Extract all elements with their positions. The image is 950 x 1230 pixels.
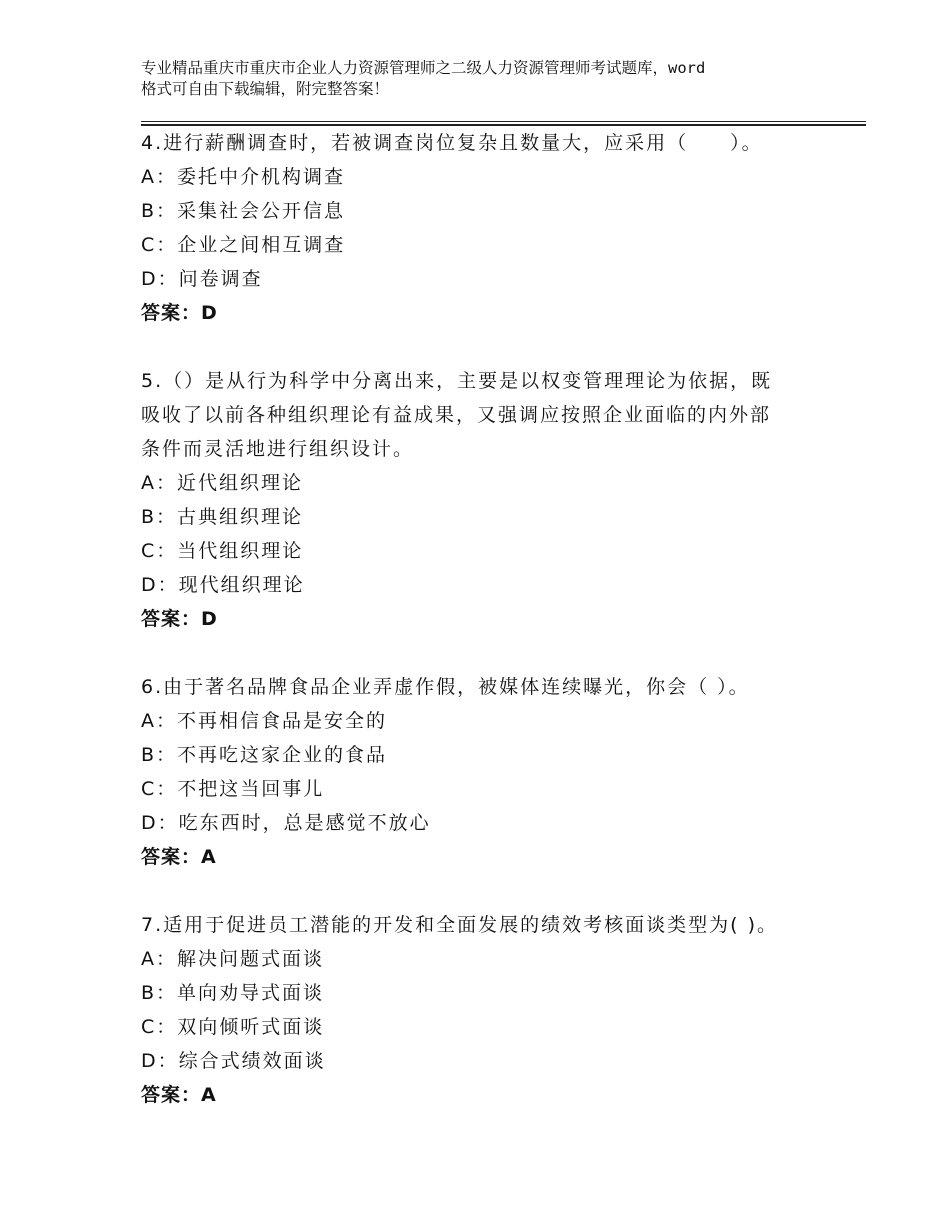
answer: 答案：D xyxy=(141,608,218,630)
option-d: D：问卷调查 xyxy=(141,268,263,290)
option-a: A：委托中介机构调查 xyxy=(141,166,345,188)
question-4 xyxy=(141,126,821,330)
question-7 xyxy=(141,908,821,1112)
header-line-2: 格式可自由下载编辑，附完整答案！ xyxy=(141,80,390,98)
option-b: B：单向劝导式面谈 xyxy=(141,982,325,1004)
question-stem: 6.由于著名品牌食品企业弄虚作假，被媒体连续曝光，你会（ ）。 xyxy=(141,676,750,698)
option-a: A：近代组织理论 xyxy=(141,472,303,494)
option-a: A：不再相信食品是安全的 xyxy=(141,710,387,732)
answer: 答案：A xyxy=(141,846,217,868)
answer: 答案：D xyxy=(141,302,218,324)
document-header xyxy=(141,58,821,100)
option-d: D：现代组织理论 xyxy=(141,574,305,596)
question-6 xyxy=(141,670,821,874)
option-d: D：吃东西时，总是感觉不放心 xyxy=(141,812,431,834)
question-stem: 4.进行薪酬调查时，若被调查岗位复杂且数量大，应采用（ ）。 xyxy=(141,132,763,154)
option-c: C：企业之间相互调查 xyxy=(141,234,346,256)
header-divider xyxy=(141,121,866,122)
option-c: C：不把这当回事儿 xyxy=(141,778,325,800)
question-stem-line-1: 5.（）是从行为科学中分离出来，主要是以权变管理理论为依据，既 xyxy=(141,370,773,392)
option-c: C：双向倾听式面谈 xyxy=(141,1016,325,1038)
question-5 xyxy=(141,364,821,636)
option-b: B：采集社会公开信息 xyxy=(141,200,346,222)
option-b: B：不再吃这家企业的食品 xyxy=(141,744,388,766)
question-list xyxy=(141,126,821,1146)
question-stem-line-3: 条件而灵活地进行组织设计。 xyxy=(141,438,415,460)
answer: 答案：A xyxy=(141,1084,217,1106)
option-b: B：古典组织理论 xyxy=(141,506,304,528)
header-line-1: 专业精品重庆市重庆市企业人力资源管理师之二级人力资源管理师考试题库，word xyxy=(141,59,706,77)
option-d: D：综合式绩效面谈 xyxy=(141,1050,326,1072)
option-c: C：当代组织理论 xyxy=(141,540,304,562)
question-stem-line-2: 吸收了以前各种组织理论有益成果，又强调应按照企业面临的内外部 xyxy=(141,404,772,426)
option-a: A：解决问题式面谈 xyxy=(141,948,324,970)
question-stem: 7.适用于促进员工潜能的开发和全面发展的绩效考核面谈类型为( )。 xyxy=(141,914,778,936)
